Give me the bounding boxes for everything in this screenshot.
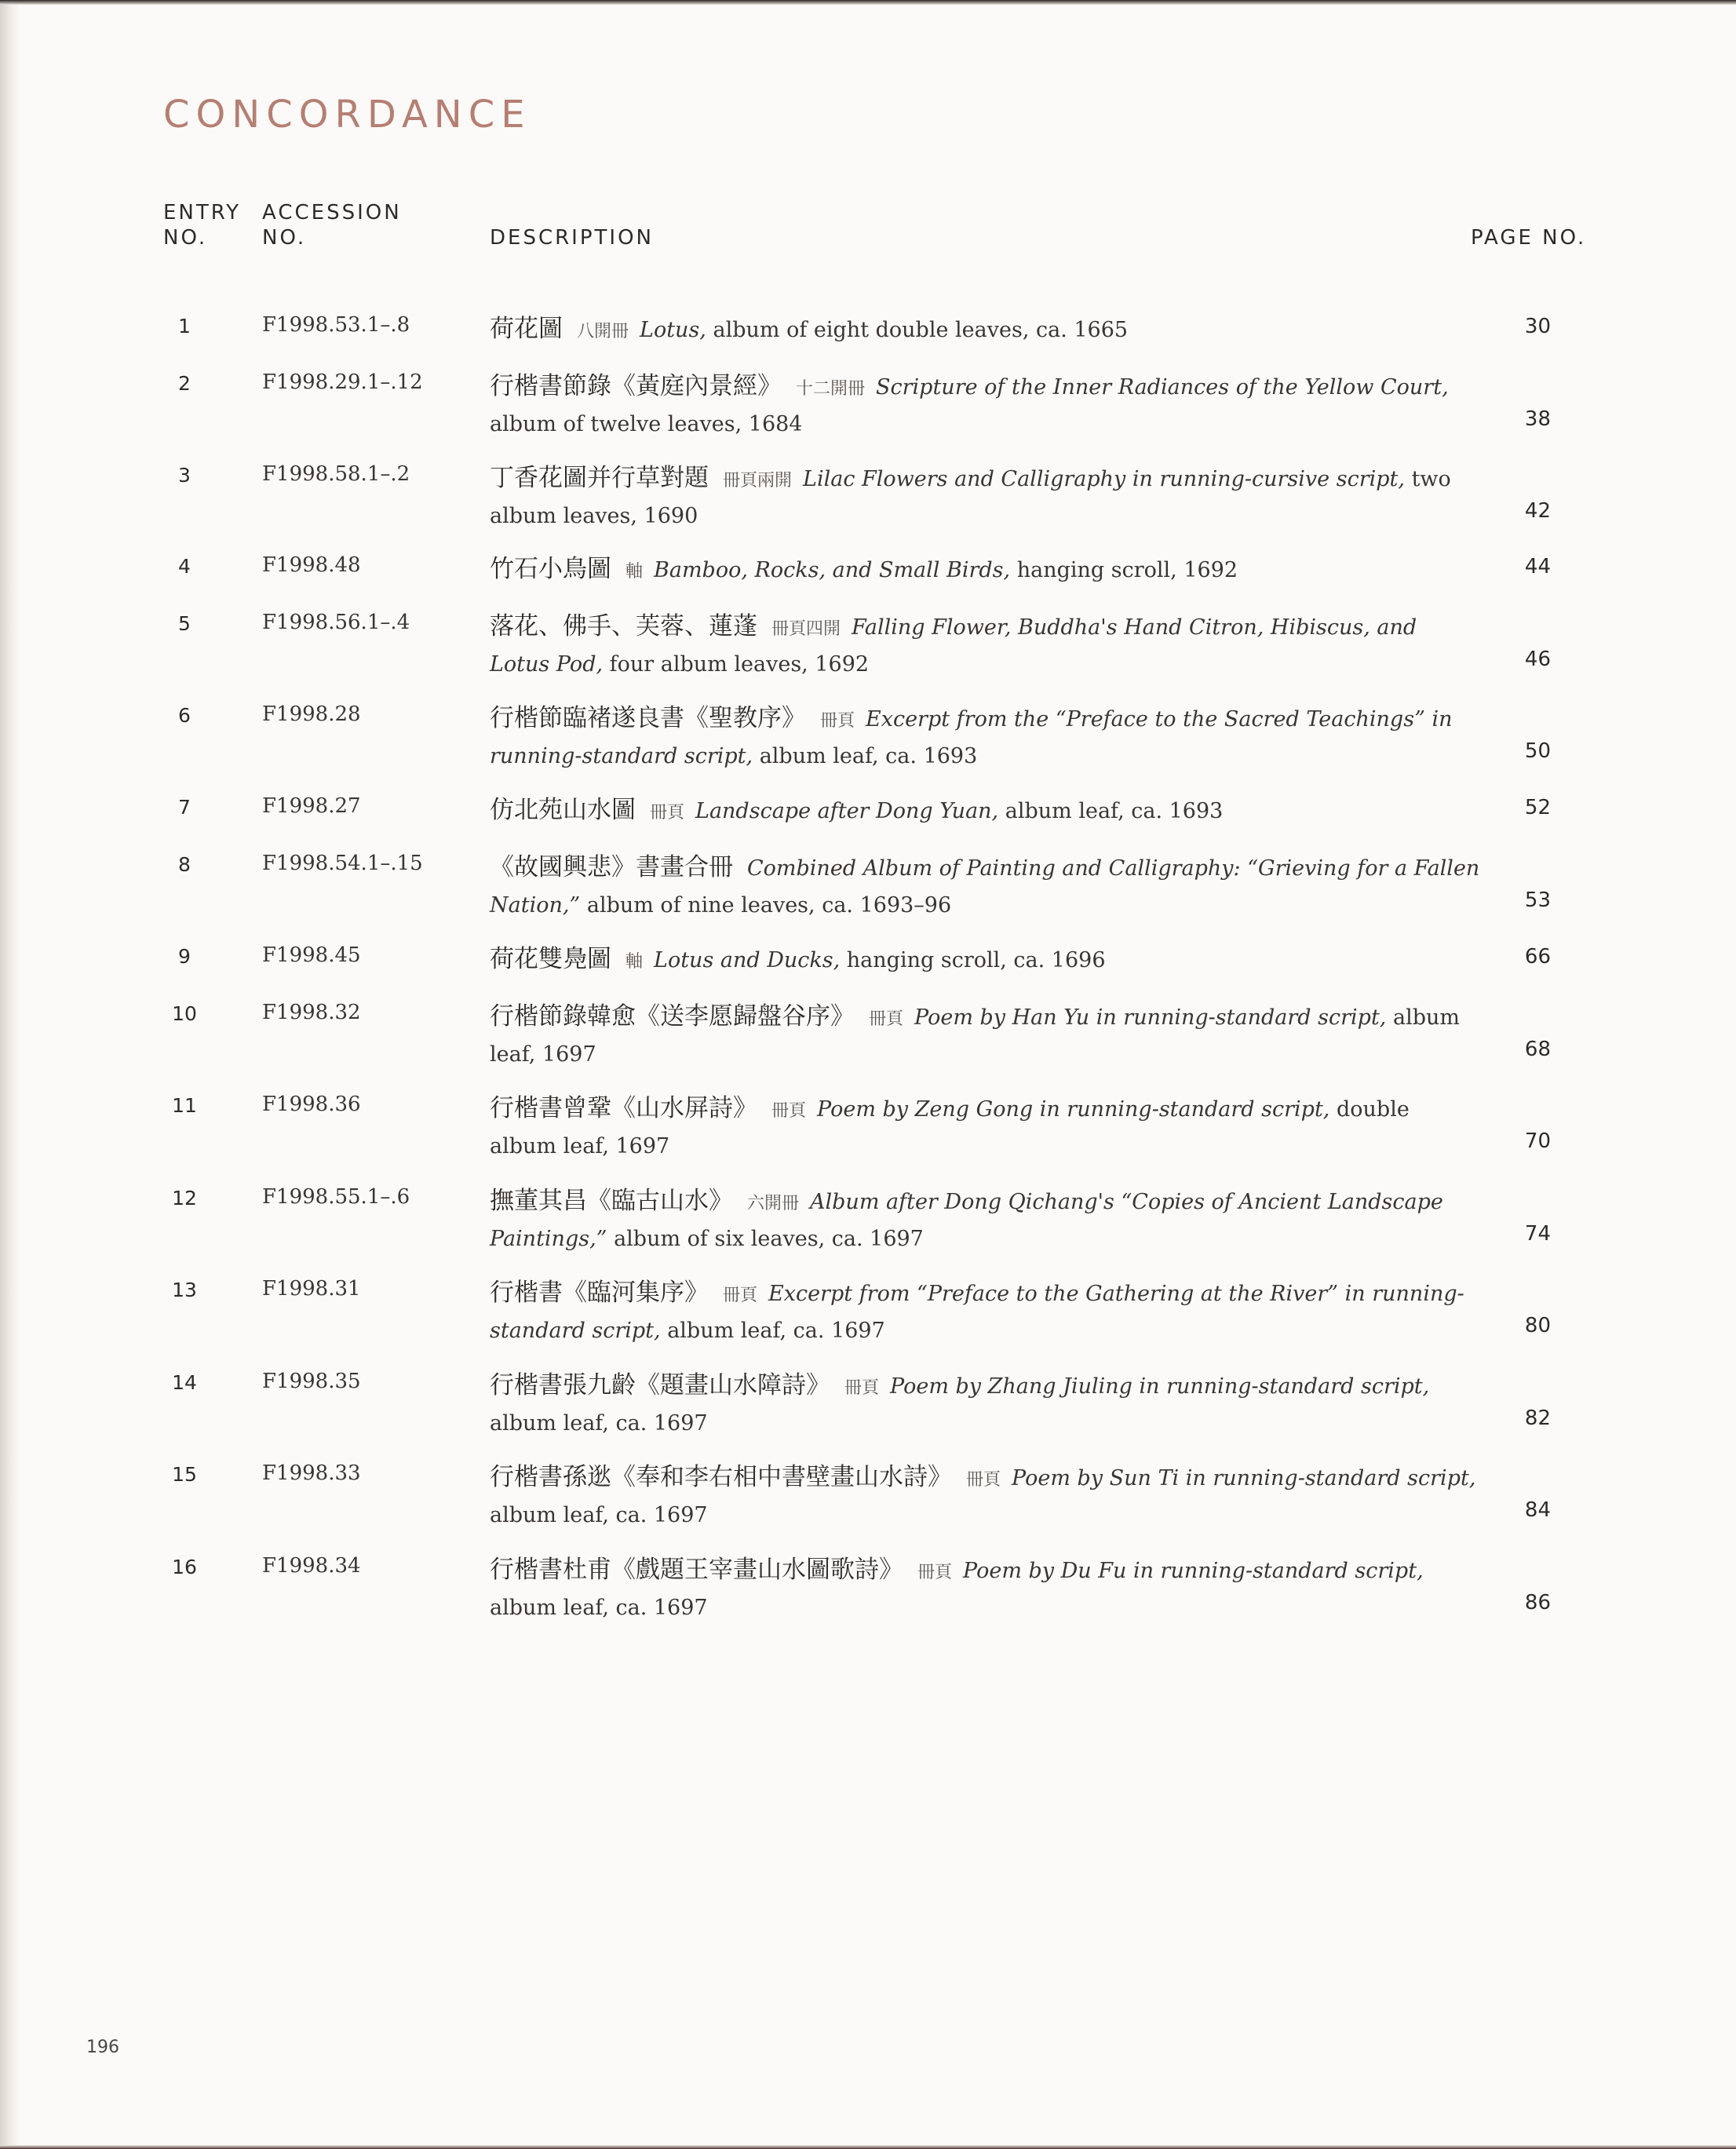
page-top-edge — [0, 0, 1736, 5]
english-title: Bamboo, Rocks, and Small Birds, — [654, 558, 1011, 582]
chinese-title: 行楷書《臨河集序》 — [490, 1279, 709, 1307]
entry-number: 13 — [172, 1279, 197, 1301]
entry-header-line2: NO. — [163, 226, 208, 250]
object-details: album of eight double leaves, ca. 1665 — [713, 318, 1129, 342]
english-title: Landscape after Dong Yuan, — [695, 799, 999, 823]
accession-number: F1998.56.1–.4 — [262, 611, 410, 634]
page-number: 196 — [86, 2038, 119, 2057]
accession-number: F1998.34 — [262, 1554, 361, 1578]
accession-number: F1998.28 — [262, 702, 361, 726]
description — [490, 1275, 1480, 1348]
page-bottom-edge — [0, 2145, 1736, 2149]
object-details: album of nine leaves, ca. 1693–96 — [586, 893, 952, 918]
accession-number: F1998.58.1–.2 — [262, 462, 410, 486]
chinese-title: 荷花圖 — [490, 315, 563, 343]
format-label: 冊頁 — [917, 1563, 953, 1582]
english-title: Album after Dong Qichang's “Copies of Ancient Landscape Paintings,” — [490, 1190, 1443, 1251]
accession-no-header — [262, 200, 402, 250]
object-details: album leaf, 1697 — [490, 1005, 1460, 1067]
accession-number: F1998.48 — [262, 553, 361, 577]
entry-number: 2 — [178, 372, 191, 395]
description — [490, 1552, 1480, 1625]
page-number-cell: 44 — [1524, 555, 1551, 578]
object-details: two album leaves, 1690 — [490, 467, 1451, 528]
entry-number: 11 — [172, 1094, 197, 1117]
format-label: 冊頁 — [820, 711, 855, 731]
description — [490, 1460, 1480, 1533]
object-details: hanging scroll, ca. 1696 — [846, 948, 1106, 972]
english-title: Combined Album of Painting and Calligraphy: “Grieving for a Fallen Nation,” — [490, 856, 1480, 918]
chinese-title: 行楷書節錄《黃庭內景經》 — [490, 372, 782, 400]
object-details: hanging scroll, 1692 — [1016, 558, 1238, 582]
english-title: Lotus and Ducks, — [654, 948, 841, 972]
format-label: 冊頁 — [650, 803, 685, 823]
object-details: album leaf, ca. 1697 — [667, 1319, 885, 1343]
description — [490, 793, 1480, 830]
page-number-cell: 82 — [1524, 1407, 1551, 1430]
english-title: Poem by Han Yu in running-standard script, — [914, 1005, 1387, 1030]
page-number-cell: 86 — [1524, 1591, 1551, 1614]
page-number-cell: 66 — [1524, 945, 1551, 969]
format-label: 十二開冊 — [796, 379, 866, 399]
english-title: Poem by Zeng Gong in running-standard script, — [817, 1097, 1330, 1122]
chinese-title: 竹石小鳥圖 — [490, 555, 611, 583]
page-no-header: PAGE NO. — [1471, 226, 1587, 250]
english-title: Excerpt from “Preface to the Gathering at the River” in running-standard script, — [490, 1282, 1464, 1343]
entry-number: 12 — [172, 1187, 197, 1209]
entry-number: 5 — [178, 612, 191, 635]
description — [490, 312, 1480, 349]
object-details: album leaf, ca. 1693 — [1005, 799, 1224, 823]
english-title: Poem by Sun Ti in running-standard script, — [1012, 1466, 1476, 1490]
page-title: CONCORDANCE — [163, 93, 531, 137]
chinese-title: 仿北苑山水圖 — [490, 796, 636, 824]
page-number-cell: 42 — [1524, 499, 1551, 523]
object-details: album leaf, ca. 1697 — [490, 1596, 708, 1620]
page-number-cell: 30 — [1524, 315, 1551, 338]
format-label: 冊頁兩開 — [723, 471, 793, 491]
format-label: 冊頁 — [723, 1286, 758, 1305]
description — [490, 1368, 1480, 1441]
accession-number: F1998.29.1–.12 — [262, 370, 423, 394]
description — [490, 850, 1480, 923]
entry-number: 10 — [172, 1002, 197, 1025]
page-number-cell: 50 — [1524, 739, 1551, 763]
object-details: four album leaves, 1692 — [609, 652, 870, 677]
format-label: 冊頁 — [869, 1009, 904, 1029]
description — [490, 369, 1480, 442]
object-details: album of twelve leaves, 1684 — [490, 412, 803, 436]
chinese-title: 《故國興悲》書畫合冊 — [490, 853, 733, 881]
format-label: 冊頁四開 — [771, 619, 841, 639]
format-label: 冊頁 — [771, 1101, 807, 1121]
object-details: double album leaf, 1697 — [490, 1097, 1410, 1158]
page-gutter-shadow — [0, 0, 20, 2149]
english-title: Excerpt from the “Preface to the Sacred Teachings” in running-standard script, — [490, 707, 1453, 768]
page-number-cell: 52 — [1524, 796, 1551, 819]
entry-number: 3 — [178, 464, 191, 487]
accession-number: F1998.54.1–.15 — [262, 852, 423, 875]
page-number-cell: 68 — [1524, 1038, 1551, 1061]
entry-number: 6 — [178, 704, 191, 727]
format-label: 冊頁 — [844, 1378, 880, 1398]
accession-number: F1998.31 — [262, 1277, 361, 1301]
format-label: 八開冊 — [577, 322, 629, 341]
accession-header-line1: ACCESSION — [262, 201, 402, 224]
description — [490, 1184, 1480, 1257]
chinese-title: 行楷書杜甫《戲題王宰畫山水圖歌詩》 — [490, 1556, 903, 1584]
english-title: Poem by Du Fu in running-standard script, — [963, 1559, 1424, 1583]
description — [490, 461, 1480, 534]
page-number-cell: 70 — [1524, 1129, 1551, 1153]
accession-number: F1998.33 — [262, 1461, 361, 1485]
format-label: 六開冊 — [747, 1194, 800, 1213]
accession-number: F1998.27 — [262, 794, 361, 818]
description — [490, 701, 1480, 774]
description — [490, 552, 1480, 589]
description — [490, 942, 1480, 980]
page-number-cell: 46 — [1524, 648, 1551, 671]
chinese-title: 行楷節臨褚遂良書《聖教序》 — [490, 704, 806, 732]
accession-number: F1998.35 — [262, 1370, 361, 1393]
accession-header-line2: NO. — [262, 226, 307, 250]
object-details: album of six leaves, ca. 1697 — [614, 1227, 924, 1251]
object-details: album leaf, ca. 1697 — [490, 1411, 708, 1436]
chinese-title: 落花、佛手、芙蓉、蓮蓬 — [490, 612, 757, 640]
object-details: album leaf, ca. 1697 — [490, 1503, 708, 1527]
format-label: 冊頁 — [966, 1470, 1001, 1490]
accession-number: F1998.53.1–.8 — [262, 313, 410, 337]
english-title: Scripture of the Inner Radiances of the Yellow Court, — [876, 375, 1449, 400]
entry-number: 9 — [178, 945, 191, 968]
description-header: DESCRIPTION — [490, 226, 654, 250]
entry-number: 15 — [172, 1463, 197, 1486]
chinese-title: 行楷書孫逖《奉和李右相中書壁畫山水詩》 — [490, 1463, 952, 1491]
object-details: album leaf, ca. 1693 — [759, 744, 978, 768]
chinese-title: 行楷節錄韓愈《送李愿歸盤谷序》 — [490, 1002, 855, 1031]
entry-number: 16 — [172, 1556, 197, 1578]
entry-no-header — [163, 200, 241, 250]
accession-number: F1998.55.1–.6 — [262, 1185, 410, 1209]
page-number-cell: 38 — [1524, 407, 1551, 431]
accession-number: F1998.36 — [262, 1093, 361, 1116]
format-label: 軸 — [625, 952, 644, 972]
description — [490, 999, 1480, 1072]
chinese-title: 荷花雙鳧圖 — [490, 945, 611, 973]
chinese-title: 行楷書曾鞏《山水屏詩》 — [490, 1094, 757, 1122]
accession-number: F1998.32 — [262, 1001, 361, 1024]
entry-number: 7 — [178, 796, 191, 819]
entry-number: 4 — [178, 555, 191, 578]
english-title: Lilac Flowers and Calligraphy in running-cursive script, — [803, 467, 1405, 491]
entry-header-line1: ENTRY — [163, 201, 242, 224]
page-number-cell: 80 — [1524, 1314, 1551, 1337]
description — [490, 609, 1480, 682]
english-title: Falling Flower, Buddha's Hand Citron, Hibiscus, and Lotus Pod, — [490, 615, 1417, 677]
entry-number: 14 — [172, 1371, 197, 1394]
english-title: Poem by Zhang Jiuling in running-standard script, — [890, 1374, 1430, 1399]
page-number-cell: 84 — [1524, 1498, 1551, 1522]
accession-number: F1998.45 — [262, 943, 361, 967]
page-number-cell: 53 — [1524, 888, 1551, 912]
entry-number: 8 — [178, 853, 191, 876]
chinese-title: 撫董其昌《臨古山水》 — [490, 1187, 733, 1215]
entry-number: 1 — [178, 315, 191, 337]
description — [490, 1091, 1480, 1164]
chinese-title: 丁香花圖并行草對題 — [490, 464, 709, 492]
page-number-cell: 74 — [1524, 1222, 1551, 1246]
english-title: Lotus, — [640, 318, 706, 342]
chinese-title: 行楷書張九齡《題畫山水障詩》 — [490, 1371, 830, 1399]
format-label: 軸 — [625, 562, 644, 582]
